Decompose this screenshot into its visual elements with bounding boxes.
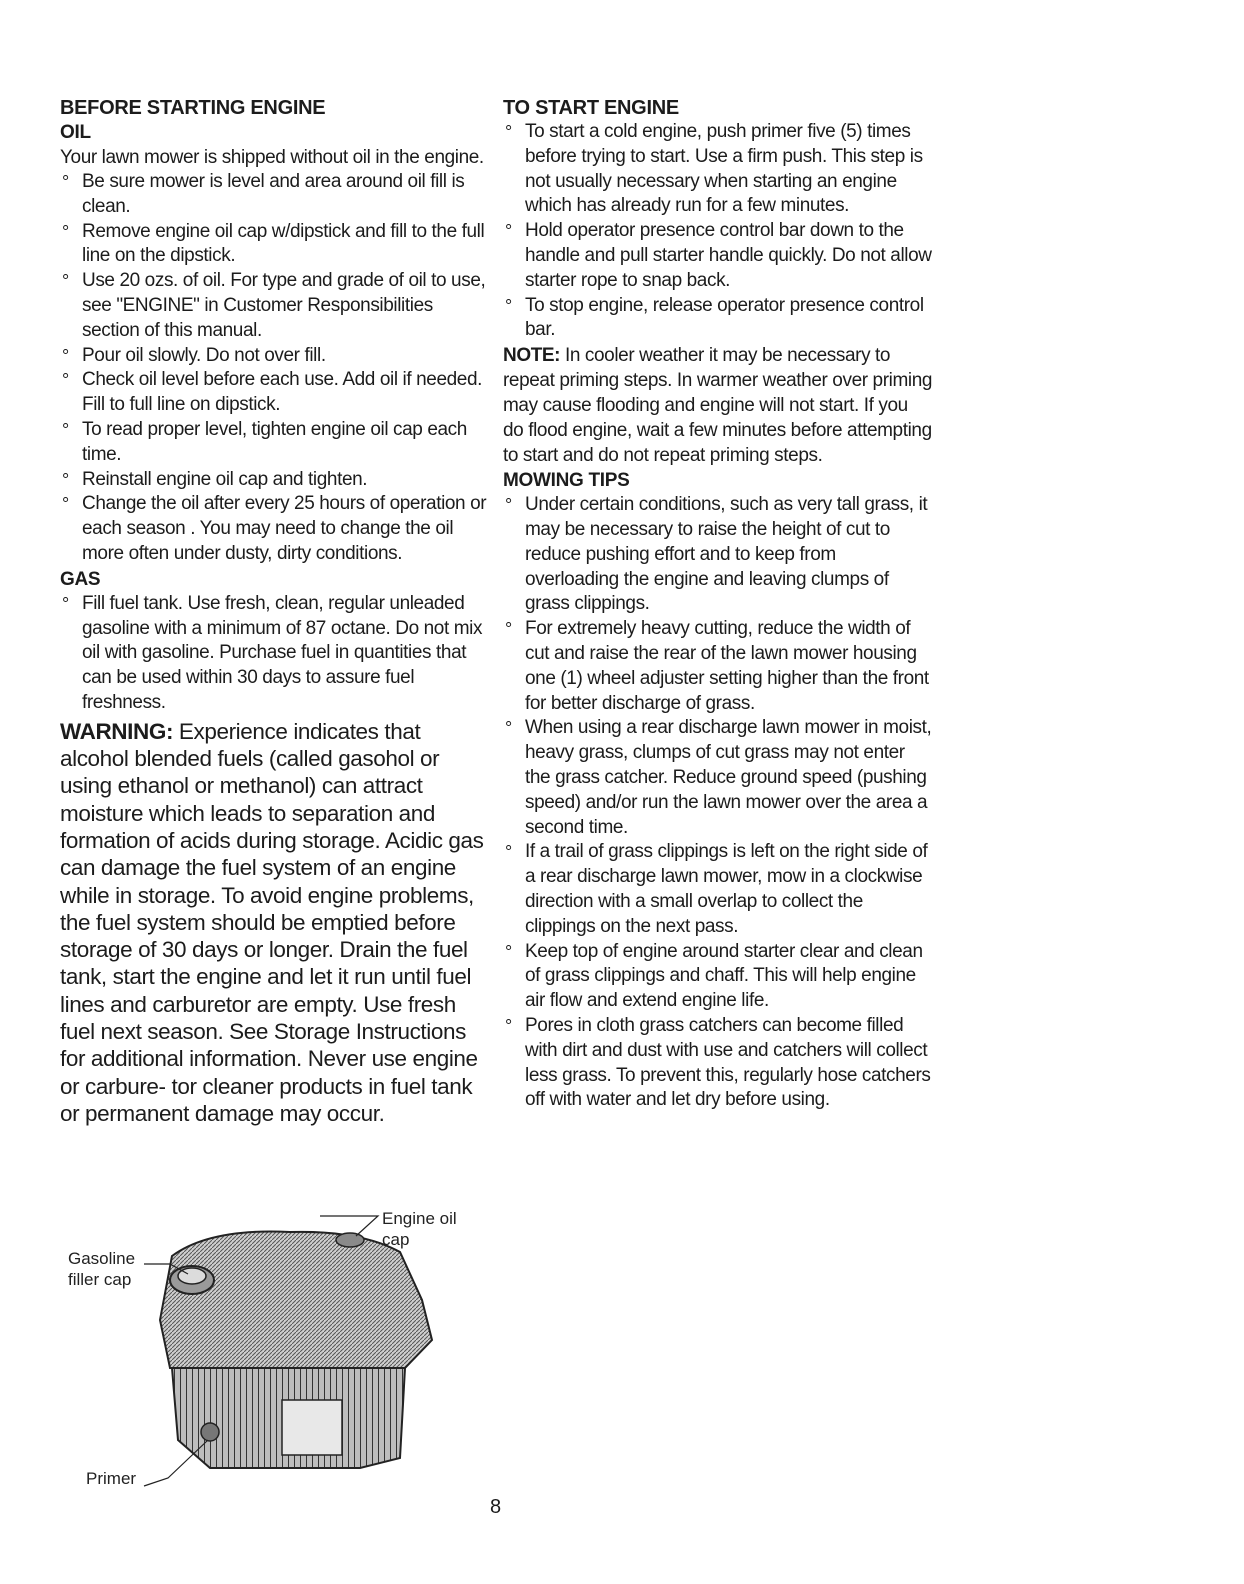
warning-label: WARNING:	[60, 718, 174, 744]
list-item: ° Under certain conditions, such as very tall grass, it may be necessary to raise the height of cut to reduce pushing effort and to keep from overloading the engine and leaving clumps of grass clippings.	[503, 493, 933, 617]
list-item: ° Pour oil slowly. Do not over fill.	[60, 344, 490, 369]
list-item: ° Change the oil after every 25 hours of operation or each season . You may need to change the oil more often under dusty, dirty conditions.	[60, 492, 490, 566]
gas-bullet-list	[60, 592, 490, 716]
right-column	[503, 96, 933, 1113]
left-column	[60, 96, 490, 1127]
list-item: ° Use 20 ozs. of oil. For type and grade of oil to use, see "ENGINE" in Customer Responsibilities section of this manual.	[60, 269, 490, 343]
start-bullet-list	[503, 120, 933, 343]
engine-figure	[60, 1200, 490, 1500]
list-item: ° Hold operator presence control bar down to the handle and pull starter handle quickly. Do not allow starter rope to snap back.	[503, 219, 933, 293]
list-item: ° For extremely heavy cutting, reduce the width of cut and raise the rear of the lawn mower housing one (1) wheel adjuster setting higher than the front for better discharge of grass.	[503, 617, 933, 716]
warning-text: Experience indicates that alcohol blended fuels (called gasohol or using ethanol or methanol) can attract moisture which leads to separation and formation of acids during storage. Acidic gas can damage the fuel system of an engine while in storage. To avoid engine problems, the fuel system should be emptied before storage of 30 days or longer. Drain the fuel tank, start the engine and let it run until fuel lines and carburetor are empty. Use fresh fuel next season. See Storage Instructions for additional information. Never use engine or carbure- tor cleaner products in fuel tank or permanent damage may occur.	[60, 718, 484, 1126]
list-item: ° To read proper level, tighten engine oil cap each time.	[60, 418, 490, 468]
list-item: ° Pores in cloth grass catchers can become filled with dirt and dust with use and catchers will collect less grass. To prevent this, regularly hose catchers off with water and let dry before using.	[503, 1014, 933, 1113]
to-start-engine-heading: TO START ENGINE	[503, 97, 679, 119]
list-item: ° Reinstall engine oil cap and tighten.	[60, 468, 490, 493]
oil-intro: Your lawn mower is shipped without oil in the engine.	[60, 147, 484, 168]
note-text: In cooler weather it may be necessary to repeat priming steps. In warmer weather over priming may cause flooding and engine will not start. If you do flood engine, wait a few minutes before attempting to start and do not repeat priming steps.	[503, 345, 933, 467]
gas-heading: GAS	[60, 568, 101, 590]
section-title-before-starting: BEFORE STARTING ENGINE	[60, 97, 326, 119]
primer-label: Primer	[86, 1469, 137, 1488]
list-item: ° When using a rear discharge lawn mower in moist, heavy grass, clumps of cut grass may not enter the grass catcher. Reduce ground speed (pushing speed) and/or run the lawn mower over the area a second time.	[503, 716, 933, 840]
list-item: ° Be sure mower is level and area around oil fill is clean.	[60, 170, 490, 220]
oil-bullet-list	[60, 170, 490, 567]
mowing-tips-heading: MOWING TIPS	[503, 470, 630, 492]
gasoline-filler-cap-label: Gasoline filler cap	[68, 1249, 136, 1289]
list-item: ° To start a cold engine, push primer five (5) times before trying to start. Use a firm push. This step is not usually necessary when starting an engine which has already run for a few minutes.	[503, 120, 933, 219]
engine-body	[160, 1232, 432, 1469]
list-item: ° Keep top of engine around starter clear and clean of grass clippings and chaff. This will help engine air flow and extend engine life.	[503, 940, 933, 1014]
note-label: NOTE:	[503, 345, 561, 367]
mowing-bullet-list	[503, 493, 933, 1113]
list-item: ° To stop engine, release operator presence control bar.	[503, 294, 933, 344]
page-number: 8	[490, 1496, 502, 1518]
list-item: ° If a trail of grass clippings is left on the right side of a rear discharge lawn mower, mow in a clockwise direction with a small overlap to collect the clippings on the next pass.	[503, 840, 933, 939]
warning-paragraph	[60, 718, 490, 1127]
note-paragraph	[503, 343, 933, 468]
oil-heading: OIL	[60, 122, 91, 143]
list-item: ° Check oil level before each use. Add oil if needed. Fill to full line on dipstick.	[60, 368, 490, 418]
list-item: ° Fill fuel tank. Use fresh, clean, regular unleaded gasoline with a minimum of 87 octane. Do not mix oil with gasoline. Purchase fuel in quantities that can be used within 30 days to assure fuel freshness.	[60, 592, 490, 716]
engine-oil-cap-label: Engine oil cap	[382, 1209, 457, 1249]
list-item: ° Remove engine oil cap w/dipstick and fill to the full line on the dipstick.	[60, 220, 490, 270]
